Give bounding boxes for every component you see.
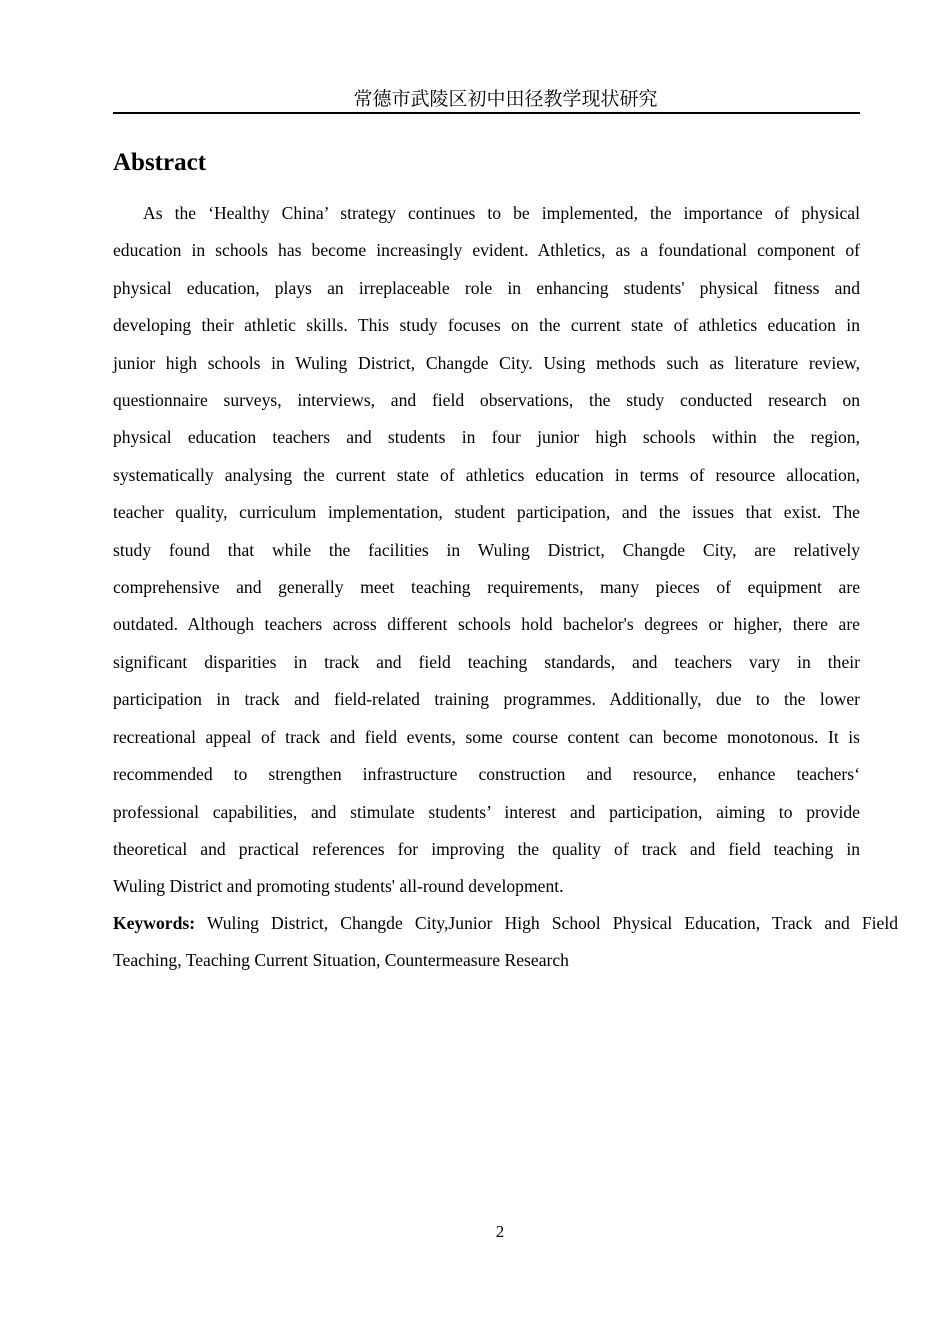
abstract-paragraph bbox=[113, 195, 860, 906]
paragraph-line: participation in track and field-related training programmes. Additionally, due to the lower bbox=[113, 689, 860, 710]
paragraph-line: study found that while the facilities in Wuling District, Changde City, are relatively bbox=[113, 539, 860, 560]
paragraph-line: developing their athletic skills. This study focuses on the current state of athletics education in bbox=[113, 315, 860, 336]
keywords-text-line-2: Teaching, Teaching Current Situation, Countermeasure Research bbox=[113, 950, 569, 971]
paragraph-line: physical education, plays an irreplaceable role in enhancing students' physical fitness and bbox=[113, 277, 860, 298]
paragraph-line: recreational appeal of track and field events, some course content can become monotonous. It is bbox=[113, 726, 860, 747]
abstract-heading: Abstract bbox=[113, 149, 207, 176]
paragraph-line: systematically analysing the current state of athletics education in terms of resource allocation, bbox=[113, 464, 860, 485]
paragraph-line: significant disparities in track and field teaching standards, and teachers vary in their bbox=[113, 651, 860, 672]
page-header-title: 常德市武陵区初中田径教学现状研究 bbox=[353, 89, 658, 110]
paragraph-line: questionnaire surveys, interviews, and field observations, the study conducted research on bbox=[113, 390, 860, 411]
page-number: 2 bbox=[495, 1222, 505, 1241]
paragraph-line: recommended to strengthen infrastructure construction and resource, enhance teachers‘ bbox=[113, 764, 860, 785]
paragraph-line: teacher quality, curriculum implementation, student participation, and the issues that exist. The bbox=[113, 502, 860, 523]
header-rule bbox=[113, 112, 860, 114]
keywords-line-1 bbox=[113, 905, 898, 942]
paragraph-line: education in schools has become increasingly evident. Athletics, as a foundational component of bbox=[113, 240, 860, 261]
paragraph-line: comprehensive and generally meet teaching requirements, many pieces of equipment are bbox=[113, 577, 860, 598]
paragraph-line: As the ‘Healthy China’ strategy continues to be implemented, the importance of physical bbox=[143, 203, 860, 223]
paragraph-line: junior high schools in Wuling District, Changde City. Using methods such as literature review, bbox=[113, 352, 860, 373]
paragraph-line: professional capabilities, and stimulate students’ interest and participation, aiming to provide bbox=[113, 801, 860, 822]
paragraph-line: outdated. Although teachers across different schools hold bachelor's degrees or higher, there are bbox=[113, 614, 860, 635]
paragraph-line: physical education teachers and students in four junior high schools within the region, bbox=[113, 427, 860, 448]
keywords-text-line-1: Wuling District, Changde City,Junior High School Physical Education, Track and Field bbox=[195, 913, 898, 933]
keywords-label: Keywords: bbox=[113, 913, 196, 933]
paragraph-line: theoretical and practical references for improving the quality of track and field teaching in bbox=[113, 838, 860, 859]
keywords-section bbox=[113, 905, 898, 980]
paragraph-line: Wuling District and promoting students' all-round development. bbox=[113, 876, 564, 897]
